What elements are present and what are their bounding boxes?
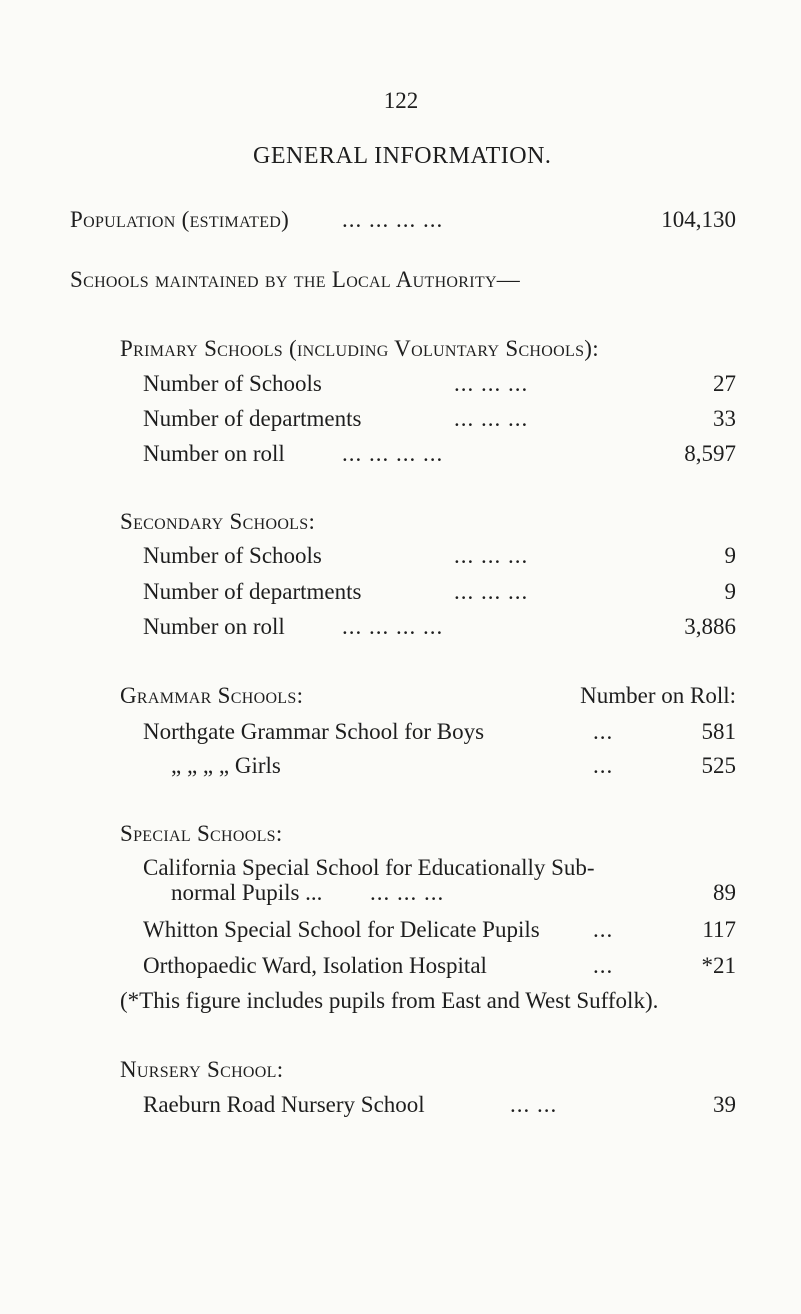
primary-departments-label: Number of departments: [143, 406, 362, 431]
special-orthopaedic-label: Orthopaedic Ward, Isolation Hospital: [143, 953, 487, 978]
grammar-boys-label: Northgate Grammar School for Boys: [143, 719, 485, 744]
primary-schools-label: Number of Schools: [143, 371, 322, 396]
primary-roll-dots: ... ... ... ...: [342, 441, 444, 466]
nursery-raeburn-value: 39: [713, 1092, 736, 1117]
secondary-departments-label: Number of departments: [143, 579, 362, 604]
primary-roll-value: 8,597: [684, 441, 736, 466]
population-dots: ... ... ... ...: [342, 207, 444, 232]
special-orthopaedic-value: *21: [701, 953, 736, 978]
special-footnote: (*This figure includes pupils from East and West Suffolk).: [120, 988, 659, 1013]
primary-roll-label: Number on roll: [143, 441, 285, 466]
secondary-schools-dots: ... ... ...: [454, 543, 529, 568]
secondary-schools-label: Number of Schools: [143, 543, 322, 568]
grammar-girls-value: 525: [701, 753, 736, 778]
nursery-raeburn-dots: ... ...: [510, 1092, 558, 1117]
secondary-roll-dots: ... ... ... ...: [342, 614, 444, 639]
secondary-departments-dots: ... ... ...: [454, 579, 529, 604]
secondary-roll-label: Number on roll: [143, 614, 285, 639]
special-heading: Special Schools:: [120, 821, 283, 846]
grammar-column-header: Number on Roll:: [580, 683, 736, 708]
primary-heading: Primary Schools (including Voluntary Schools):: [120, 336, 599, 361]
secondary-heading: Secondary Schools:: [120, 509, 316, 534]
secondary-departments-value: 9: [724, 579, 736, 604]
special-california-label: California Special School for Educationally Sub-: [143, 855, 595, 880]
primary-departments-value: 33: [713, 406, 736, 431]
secondary-roll-value: 3,886: [684, 614, 736, 639]
primary-schools-dots: ... ... ...: [454, 371, 529, 396]
special-california-label-cont: normal Pupils ...: [171, 880, 323, 905]
grammar-boys-value: 581: [701, 719, 736, 744]
primary-schools-value: 27: [713, 371, 736, 396]
primary-departments-dots: ... ... ...: [454, 406, 529, 431]
page-number: 122: [383, 88, 419, 113]
nursery-raeburn-label: Raeburn Road Nursery School: [143, 1092, 425, 1117]
secondary-schools-value: 9: [724, 543, 736, 568]
grammar-heading: Grammar Schools:: [120, 683, 304, 708]
special-california-value: 89: [713, 880, 736, 905]
special-whitton-dots: ...: [593, 917, 614, 942]
special-california-dots: ... ... ...: [370, 880, 445, 905]
grammar-girls-dots: ...: [593, 753, 614, 778]
page-title: GENERAL INFORMATION.: [253, 143, 552, 169]
nursery-heading: Nursery School:: [120, 1057, 284, 1082]
population-label: Population (estimated): [70, 207, 290, 232]
population-value: 104,130: [661, 207, 736, 232]
special-whitton-value: 117: [702, 917, 736, 942]
special-whitton-label: Whitton Special School for Delicate Pupils: [143, 917, 540, 942]
grammar-girls-label: „ „ „ „ Girls: [171, 753, 281, 778]
schools-heading: Schools maintained by the Local Authority—: [70, 267, 521, 292]
special-orthopaedic-dots: ...: [593, 953, 614, 978]
grammar-boys-dots: ...: [593, 719, 614, 744]
